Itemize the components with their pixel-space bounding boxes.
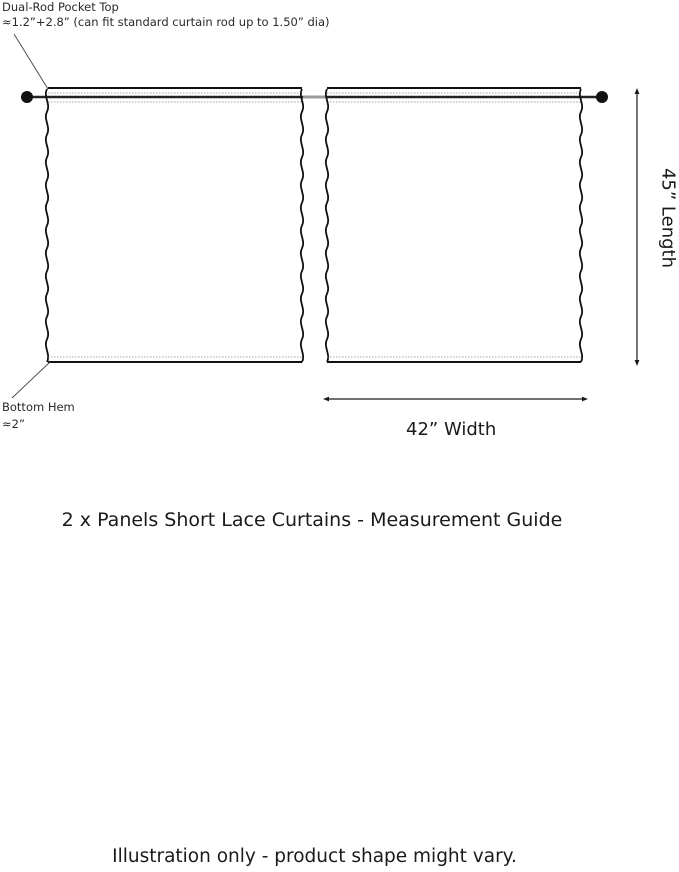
curtain-panel-left: [46, 88, 303, 362]
rod-pocket-detail: ≈1.2”+2.8” (can fit standard curtain rod up to 1.50” dia): [2, 15, 330, 29]
curtain-panel-right: [326, 88, 582, 362]
bottom-hem-detail: ≈2”: [2, 417, 25, 431]
rod-pocket-label: Dual-Rod Pocket Top: [2, 0, 119, 14]
pocket-leader-line: [14, 34, 48, 89]
width-label: 42” Width: [406, 419, 497, 440]
length-label: 45” Length: [657, 167, 679, 269]
disclaimer-text: Illustration only - product shape might vary.: [112, 846, 517, 867]
guide-title: 2 x Panels Short Lace Curtains - Measurement Guide: [61, 509, 563, 531]
hem-leader-line: [12, 362, 50, 398]
bottom-hem-label: Bottom Hem: [2, 400, 75, 414]
rod-finial-left: [21, 91, 33, 103]
rod-finial-right: [596, 91, 608, 103]
